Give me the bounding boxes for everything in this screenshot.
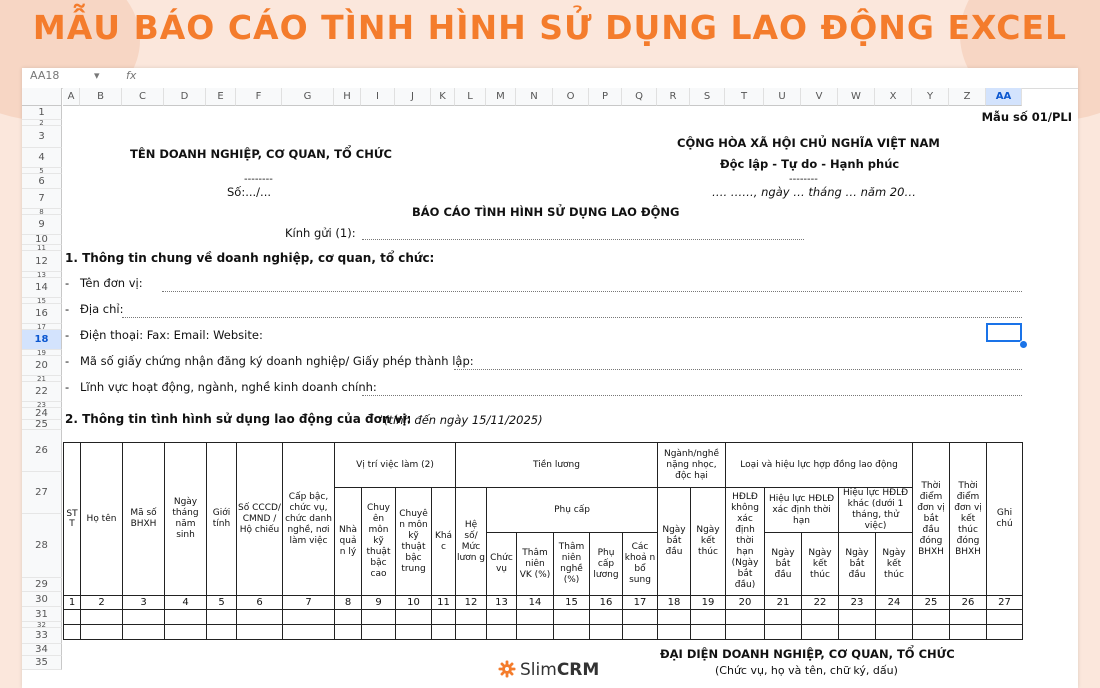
header-ghi-chu: Ghi chú — [987, 443, 1023, 596]
header-tham-nien-nghe: Thâm niên nghề (%) — [554, 533, 590, 596]
row-header-9[interactable]: 9 — [22, 215, 62, 235]
header-khac-ngay-ket-thuc: Ngày kết thúc — [876, 533, 913, 596]
row-header-6[interactable]: 6 — [22, 174, 62, 189]
column-number-cell: 9 — [362, 596, 396, 610]
table-cell[interactable] — [876, 625, 913, 640]
row-header-11[interactable]: 11 — [22, 245, 62, 251]
org-name-label: TÊN DOANH NGHIỆP, CƠ QUAN, TỔ CHỨC — [130, 147, 392, 161]
row-header-31[interactable]: 31 — [22, 607, 62, 622]
representative-note: (Chức vụ, họ và tên, chữ ký, dấu) — [715, 664, 898, 677]
row-header-26[interactable]: 26 — [22, 430, 62, 472]
table-cell[interactable] — [283, 610, 335, 625]
column-header-e[interactable]: E — [206, 88, 236, 106]
row-header-2[interactable]: 2 — [22, 120, 62, 126]
header-hd-khong-xac-dinh: HĐLĐ không xác định thời hạn (Ngày bắt đầu) — [726, 488, 765, 596]
row-header-10[interactable]: 10 — [22, 235, 62, 245]
row-header-14[interactable]: 14 — [22, 278, 62, 298]
column-header-f[interactable]: F — [236, 88, 282, 106]
row-header-16[interactable]: 16 — [22, 304, 62, 324]
column-header-p[interactable]: P — [589, 88, 622, 106]
header-gioi-tinh: Giới tính — [207, 443, 237, 596]
row-header-18[interactable]: 18 — [22, 330, 62, 350]
recipient-label: Kính gửi (1): — [285, 226, 356, 240]
column-number-cell: 14 — [517, 596, 554, 610]
table-cell[interactable] — [913, 610, 950, 625]
section-1-heading: 1. Thông tin chung về doanh nghiệp, cơ quan, tổ chức: — [65, 251, 435, 265]
column-header-z[interactable]: Z — [949, 88, 986, 106]
cell-reference[interactable]: AA18 — [30, 69, 60, 82]
header-tham-nien-vk: Thâm niên VK (%) — [517, 533, 554, 596]
row-header-25[interactable]: 25 — [22, 420, 62, 430]
row-header-30[interactable]: 30 — [22, 592, 62, 607]
header-phu-cap-luong: Phụ cấp lương — [590, 533, 623, 596]
header-cccd: Số CCCD/ CMND / Hộ chiếu — [237, 443, 283, 596]
dash: - — [65, 380, 70, 394]
table-cell[interactable] — [396, 625, 432, 640]
dashes-2: -------- — [789, 174, 818, 185]
table-cell[interactable] — [623, 610, 658, 625]
column-number-cell: 11 — [432, 596, 456, 610]
column-number-cell: 25 — [913, 596, 950, 610]
unit-name-line — [162, 291, 1022, 292]
table-cell[interactable] — [237, 610, 283, 625]
column-number-cell: 27 — [987, 596, 1023, 610]
row-header-7[interactable]: 7 — [22, 189, 62, 209]
row-header-21[interactable]: 21 — [22, 376, 62, 382]
license-label: Mã số giấy chứng nhận đăng ký doanh nghiệp/ Giấy phép thành lập: — [80, 354, 474, 368]
header-chuc-vu: Chức vụ — [487, 533, 517, 596]
header-cmkt-cao: Chuy ên môn kỹ thuật bậc cao — [362, 488, 396, 596]
table-cell[interactable] — [165, 625, 207, 640]
column-header-c[interactable]: C — [122, 88, 164, 106]
table-cell[interactable] — [554, 625, 590, 640]
header-cmkt-trung: Chuyê n môn kỹ thuật bậc trung — [396, 488, 432, 596]
table-cell[interactable] — [432, 610, 456, 625]
header-hd-xac-dinh: Hiệu lực HĐLĐ xác định thời hạn — [765, 488, 839, 533]
column-number-cell: 2 — [81, 596, 123, 610]
column-number-cell: 18 — [658, 596, 691, 610]
table-cell[interactable] — [987, 610, 1023, 625]
column-number-cell: 3 — [123, 596, 165, 610]
column-header-y[interactable]: Y — [912, 88, 949, 106]
column-number-cell: 1 — [64, 596, 81, 610]
dash: - — [65, 328, 70, 342]
column-header-aa[interactable]: AA — [986, 88, 1022, 106]
column-number-cell: 5 — [207, 596, 237, 610]
table-cell[interactable] — [165, 610, 207, 625]
table-cell[interactable] — [876, 610, 913, 625]
unit-name-label: Tên đơn vị: — [80, 276, 143, 290]
table-cell[interactable] — [81, 610, 123, 625]
recipient-line — [362, 239, 804, 240]
table-cell[interactable] — [432, 625, 456, 640]
column-header-o[interactable]: O — [553, 88, 589, 106]
header-cap-bac: Cấp bậc, chức vụ, chức danh nghề, nơi làm việc — [283, 443, 335, 596]
spreadsheet — [22, 68, 1078, 688]
table-cell[interactable] — [487, 625, 517, 640]
banner-title: MẪU BÁO CÁO TÌNH HÌNH SỬ DỤNG LAO ĐỘNG EXCEL — [32, 8, 1068, 47]
column-header-m[interactable]: M — [486, 88, 516, 106]
row-header-33[interactable]: 33 — [22, 628, 62, 644]
header-tien-luong: Tiền lương — [456, 443, 658, 488]
table-cell[interactable] — [123, 610, 165, 625]
header-xd-ngay-ket-thuc: Ngày kết thúc — [802, 533, 839, 596]
row-header-27[interactable]: 27 — [22, 472, 62, 514]
row-header-19[interactable]: 19 — [22, 350, 62, 356]
row-header-1[interactable]: 1 — [22, 106, 62, 120]
header-nha-quan-ly: Nhà quả n lý — [335, 488, 362, 596]
column-header-k[interactable]: K — [431, 88, 455, 106]
dashes: -------- — [244, 174, 273, 185]
table-cell[interactable] — [456, 625, 487, 640]
column-number-cell: 19 — [691, 596, 726, 610]
labor-table — [63, 442, 1023, 640]
column-number-cell: 20 — [726, 596, 765, 610]
selected-cell[interactable] — [986, 323, 1022, 342]
column-number-row — [64, 596, 1023, 610]
column-header-a[interactable]: A — [63, 88, 80, 106]
address-label: Địa chỉ: — [80, 302, 124, 316]
table-cell[interactable] — [396, 610, 432, 625]
column-header-x[interactable]: X — [875, 88, 912, 106]
fx-icon: fx — [126, 69, 137, 82]
table-cell[interactable] — [839, 625, 876, 640]
row-header-32[interactable]: 32 — [22, 622, 62, 628]
fill-handle[interactable] — [1019, 340, 1028, 349]
table-cell[interactable] — [517, 610, 554, 625]
header-he-so: Hệ số/ Mức lươn g — [456, 488, 487, 596]
header-ngay-sinh: Ngày tháng năm sinh — [165, 443, 207, 596]
column-header-s[interactable]: S — [690, 88, 725, 106]
row-header-29[interactable]: 29 — [22, 578, 62, 592]
row-header-23[interactable]: 23 — [22, 402, 62, 408]
column-number-cell: 26 — [950, 596, 987, 610]
table-cell[interactable] — [802, 610, 839, 625]
table-cell[interactable] — [237, 625, 283, 640]
row-header-12[interactable]: 12 — [22, 251, 62, 272]
table-cell[interactable] — [590, 625, 623, 640]
header-bat-dau-dong: Thời điểm đơn vị bắt đầu đóng BHXH — [913, 443, 950, 596]
address-line — [122, 317, 1022, 318]
column-header-d[interactable]: D — [164, 88, 206, 106]
table-cell[interactable] — [691, 610, 726, 625]
section-2-heading: 2. Thông tin tình hình sử dụng lao động của đơn vị: — [65, 412, 412, 426]
column-header-r[interactable]: R — [657, 88, 690, 106]
column-number-cell: 21 — [765, 596, 802, 610]
table-row — [64, 625, 1023, 640]
contact-label: Điện thoại: Fax: Email: Website: — [80, 328, 263, 342]
column-header-u[interactable]: U — [764, 88, 801, 106]
license-line — [454, 369, 1022, 370]
table-cell[interactable] — [64, 610, 81, 625]
table-cell[interactable] — [726, 610, 765, 625]
table-cell[interactable] — [765, 610, 802, 625]
table-cell[interactable] — [658, 610, 691, 625]
header-ngay-bat-dau: Ngày bắt đầu — [658, 488, 691, 596]
date-line: …. ……, ngày … tháng … năm 20… — [712, 185, 916, 199]
column-number-cell: 17 — [623, 596, 658, 610]
table-cell[interactable] — [64, 625, 81, 640]
row-header-35[interactable]: 35 — [22, 656, 62, 670]
header-ma-so-bhxh: Mã số BHXH — [123, 443, 165, 596]
table-cell[interactable] — [335, 610, 362, 625]
report-title: BÁO CÁO TÌNH HÌNH SỬ DỤNG LAO ĐỘNG — [412, 205, 680, 219]
table-cell[interactable] — [362, 625, 396, 640]
row-header-3[interactable]: 3 — [22, 126, 62, 148]
select-all-corner[interactable] — [22, 88, 62, 106]
motto: Độc lập - Tự do - Hạnh phúc — [720, 157, 900, 171]
header-vi-tri: Vị trí việc làm (2) — [335, 443, 456, 488]
table-cell[interactable] — [658, 625, 691, 640]
table-cell[interactable] — [839, 610, 876, 625]
header-khoan-bo-sung: Các khoả n bổ sung — [623, 533, 658, 596]
column-header-g[interactable]: G — [282, 88, 334, 106]
table-cell[interactable] — [123, 625, 165, 640]
row-header-20[interactable]: 20 — [22, 356, 62, 376]
row-header-15[interactable]: 15 — [22, 298, 62, 304]
column-header-t[interactable]: T — [725, 88, 764, 106]
column-number-cell: 8 — [335, 596, 362, 610]
table-cell[interactable] — [207, 625, 237, 640]
header-loai-hd: Loại và hiệu lực hợp đồng lao động — [726, 443, 913, 488]
dropdown-icon[interactable]: ▾ — [94, 69, 100, 82]
dash: - — [65, 276, 70, 290]
column-header-j[interactable]: J — [395, 88, 431, 106]
table-cell[interactable] — [987, 625, 1023, 640]
row-header-28[interactable]: 28 — [22, 514, 62, 578]
table-cell[interactable] — [765, 625, 802, 640]
table-cell[interactable] — [950, 610, 987, 625]
table-cell[interactable] — [590, 610, 623, 625]
section-2-note: (tính đến ngày 15/11/2025) — [384, 413, 543, 427]
row-header-13[interactable]: 13 — [22, 272, 62, 278]
formula-bar — [22, 68, 1078, 89]
column-header-i[interactable]: I — [361, 88, 395, 106]
dash: - — [65, 354, 70, 368]
table-cell[interactable] — [207, 610, 237, 625]
header-ket-thuc-dong: Thời điểm đơn vị kết thúc đóng BHXH — [950, 443, 987, 596]
column-header-b[interactable]: B — [80, 88, 122, 106]
table-cell[interactable] — [913, 625, 950, 640]
table-cell[interactable] — [802, 625, 839, 640]
table-cell[interactable] — [81, 625, 123, 640]
logo-crm: CRM — [556, 660, 600, 680]
header-stt: STT — [64, 443, 81, 596]
column-header-n[interactable]: N — [516, 88, 553, 106]
table-cell[interactable] — [335, 625, 362, 640]
header-hd-khac: Hiệu lực HĐLĐ khác (dưới 1 tháng, thử việc) — [839, 488, 913, 533]
header-khac: Khá c — [432, 488, 456, 596]
table-cell[interactable] — [456, 610, 487, 625]
table-cell[interactable] — [283, 625, 335, 640]
column-header-q[interactable]: Q — [622, 88, 657, 106]
row-header-34[interactable]: 34 — [22, 644, 62, 656]
column-number-cell: 22 — [802, 596, 839, 610]
row-header-24[interactable]: 24 — [22, 408, 62, 420]
column-number-cell: 6 — [237, 596, 283, 610]
header-ngay-ket-thuc: Ngày kết thúc — [691, 488, 726, 596]
doc-number: Số:.../... — [227, 185, 272, 199]
table-cell[interactable] — [362, 610, 396, 625]
column-number-cell: 10 — [396, 596, 432, 610]
table-cell[interactable] — [554, 610, 590, 625]
republic-heading: CỘNG HÒA XÃ HỘI CHỦ NGHĨA VIỆT NAM — [677, 136, 940, 150]
column-number-cell: 4 — [165, 596, 207, 610]
column-number-cell: 24 — [876, 596, 913, 610]
representative-title: ĐẠI DIỆN DOANH NGHIỆP, CƠ QUAN, TỔ CHỨC — [660, 647, 955, 661]
column-number-cell: 15 — [554, 596, 590, 610]
row-header-4[interactable]: 4 — [22, 148, 62, 168]
table-cell[interactable] — [691, 625, 726, 640]
column-header-h[interactable]: H — [334, 88, 361, 106]
header-khac-ngay-bat-dau: Ngày bắt đầu — [839, 533, 876, 596]
slimcrm-logo — [498, 660, 599, 680]
column-number-cell: 13 — [487, 596, 517, 610]
header-phu-cap: Phụ cấp — [487, 488, 658, 533]
form-number: Mẫu số 01/PLI — [981, 110, 1072, 124]
table-cell[interactable] — [623, 625, 658, 640]
row-header-5[interactable]: 5 — [22, 168, 62, 174]
row-header-17[interactable]: 17 — [22, 324, 62, 330]
column-number-cell: 12 — [456, 596, 487, 610]
row-header-22[interactable]: 22 — [22, 382, 62, 402]
column-number-cell: 23 — [839, 596, 876, 610]
table-cell[interactable] — [950, 625, 987, 640]
logo-slim: Slim — [520, 660, 557, 680]
header-ho-ten: Họ tên — [81, 443, 123, 596]
header-xd-ngay-bat-dau: Ngày bắt đầu — [765, 533, 802, 596]
header-nganh-nghe: Ngành/nghề nặng nhọc, độc hại — [658, 443, 726, 488]
column-number-cell: 16 — [590, 596, 623, 610]
table-cell[interactable] — [726, 625, 765, 640]
table-cell[interactable] — [517, 625, 554, 640]
column-header-v[interactable]: V — [801, 88, 838, 106]
column-number-cell: 7 — [283, 596, 335, 610]
table-row — [64, 610, 1023, 625]
banner — [0, 0, 1100, 62]
gear-icon — [498, 660, 516, 678]
table-cell[interactable] — [487, 610, 517, 625]
business-field-line — [362, 395, 1022, 396]
business-field-label: Lĩnh vực hoạt động, ngành, nghề kinh doanh chính: — [80, 380, 377, 394]
column-header-l[interactable]: L — [455, 88, 486, 106]
dash: - — [65, 302, 70, 316]
row-header-8[interactable]: 8 — [22, 209, 62, 215]
column-header-w[interactable]: W — [838, 88, 875, 106]
